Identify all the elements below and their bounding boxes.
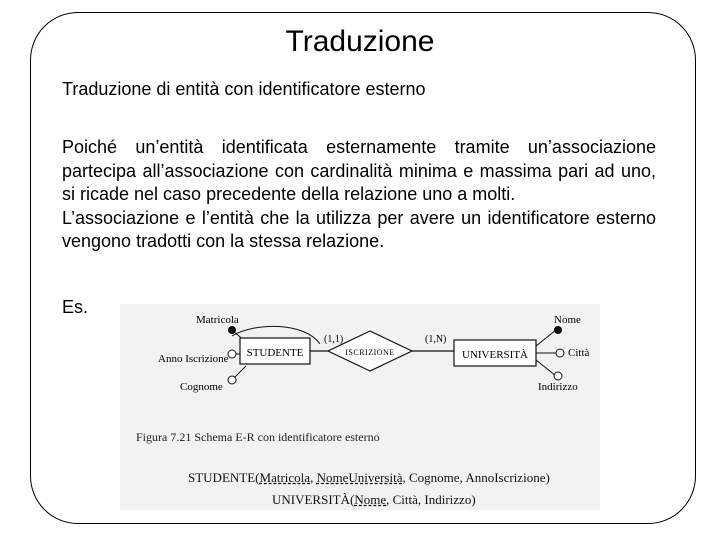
cognome-attr-circle (228, 376, 236, 384)
schema-relation-universita: UNIVERSITÀ (272, 492, 350, 507)
right-attr-label-2: Indirizzo (538, 381, 578, 393)
body-text (62, 136, 656, 254)
schema-key-matricola: Matricola (259, 470, 311, 485)
example-label: Es. (62, 297, 89, 317)
paragraph-1: Poiché un’entità identificata esternamente tramite un’associazione partecipa all’associazione con cardinalità minima e massima pari ad uno, si ricade nel caso precedente della relazione uno a molti. (62, 137, 656, 204)
relationship-label: ISCRIZIONE (345, 348, 395, 357)
schema-open-paren-2: ( (350, 492, 355, 507)
indirizzo-attr-circle (554, 372, 562, 380)
schema-key-nome: Nome (354, 492, 387, 507)
schema-open-paren: ( (255, 470, 260, 485)
schema-separator: , (310, 470, 317, 485)
left-attr-label-0: Matricola (196, 314, 239, 326)
cardinality-left: (1,1) (324, 334, 344, 345)
schema-line-studente (188, 470, 550, 486)
slide-subtitle: Traduzione di entità con identificatore esterno (62, 79, 426, 99)
figure-caption: Figura 7.21 Schema E-R con identificatore esterno (136, 430, 380, 444)
left-attr-label-1: Anno Iscrizione (158, 353, 229, 365)
schema-rest-universita: , Città, Indirizzo) (386, 492, 476, 507)
slide-title: Traduzione (285, 25, 435, 58)
cardinality-right: (1,N) (425, 334, 447, 345)
left-attr-label-2: Cognome (180, 381, 223, 393)
citta-attr-circle (556, 349, 564, 357)
anno-attr-circle (228, 350, 236, 358)
nome-connector (536, 330, 556, 346)
paragraph-2: L’associazione e l’entità che la utilizza per avere un identificatore esterno vengono tradotti con la stessa relazione. (62, 207, 656, 251)
indirizzo-connector (536, 360, 556, 376)
entity-universita-label: UNIVERSITÀ (462, 349, 528, 361)
schema-rest-studente: , Cognome, AnnoIscrizione) (402, 470, 550, 485)
schema-key-nomeuniversita: NomeUniversità (316, 470, 403, 485)
entity-studente-label: STUDENTE (246, 347, 304, 359)
matricola-attr-circle (228, 326, 236, 334)
schema-relation-studente: STUDENTE (188, 470, 256, 485)
right-attr-label-0: Nome (554, 314, 581, 326)
nome-attr-circle (554, 326, 562, 334)
schema-line-universita (272, 492, 476, 508)
right-attr-label-1: Città (568, 347, 590, 359)
er-figure (120, 304, 600, 510)
